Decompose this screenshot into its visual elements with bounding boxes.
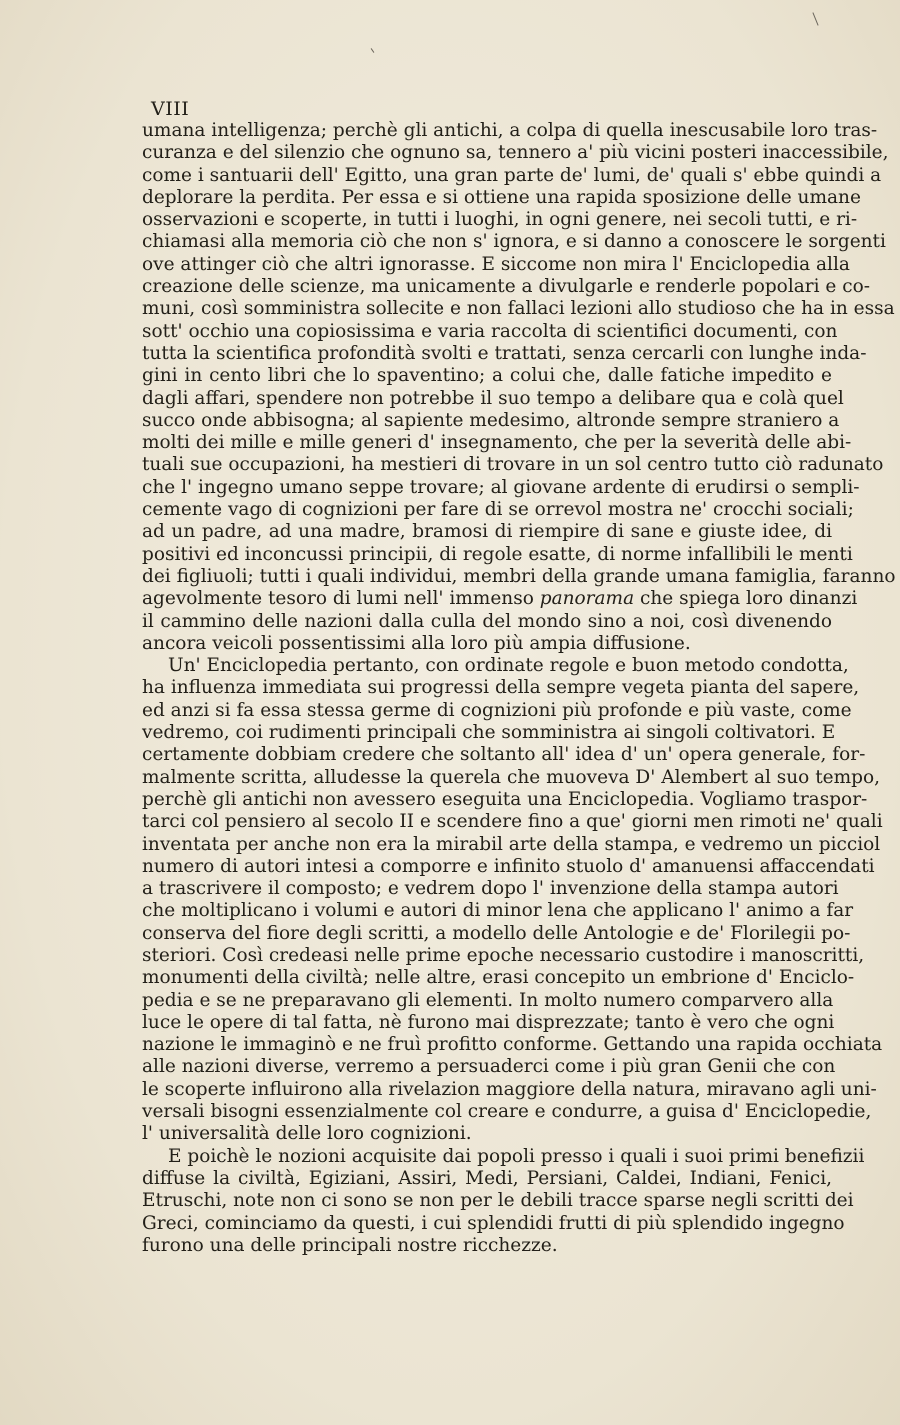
text-line: osservazioni e scoperte, in tutti i luoghi, in ogni genere, nei secoli tutti, e ri-: [142, 209, 858, 231]
text-line: muni, così somministra sollecite e non fallaci lezioni allo studioso che ha in essa: [142, 298, 895, 320]
text-line: versali bisogni essenzialmente col creare e condurre, a guisa d' Enciclopedie,: [142, 1101, 872, 1123]
text-line: dei figliuoli; tutti i quali individui, membri della grande umana famiglia, faranno: [142, 565, 896, 587]
text-line: dagli affari, spendere non potrebbe il suo tempo a delibare qua e colà quel: [142, 387, 844, 409]
text-line: numero di autori intesi a comporre e infinito stuolo d' amanuensi affaccendati: [142, 855, 875, 877]
text-line: tutta la scientifica profondità svolti e trattati, senza cercarli con lunghe inda-: [142, 342, 867, 364]
text-line: steriori. Così credeasi nelle prime epoche necessario custodire i manoscritti,: [142, 944, 865, 966]
paragraph: [142, 120, 896, 655]
italic-word: panorama: [539, 588, 635, 610]
text-line: tuali sue occupazioni, ha mestieri di trovare in un sol centro tutto ciò radunato: [142, 454, 884, 476]
page-number: VIII: [151, 98, 190, 120]
text-line: sott' occhio una copiosissima e varia raccolta di scientifici documenti, con: [142, 320, 838, 342]
text-line: ha influenza immediata sui progressi della sempre vegeta pianta del sapere,: [142, 677, 860, 699]
text-line: inventata per anche non era la mirabil arte della stampa, e vedremo un picciol: [142, 833, 881, 855]
text-line: ed anzi si fa essa stessa germe di cognizioni più profonde e più vaste, come: [142, 699, 852, 721]
text-line: umana intelligenza; perchè gli antichi, a colpa di quella inescusabile loro tras-: [142, 120, 878, 141]
text-line: alle nazioni diverse, verremo a persuaderci come i più gran Genii che con: [142, 1056, 836, 1078]
text-line: Greci, cominciamo da questi, i cui splendidi frutti di più splendido ingegno: [142, 1212, 845, 1234]
text-line: come i santuarii dell' Egitto, una gran parte de' lumi, de' quali s' ebbe quindi a: [142, 164, 882, 186]
text-line: molti dei mille e mille generi d' insegnamento, che per la severità delle abi-: [142, 432, 852, 454]
text-line: che l' ingegno umano seppe trovare; al giovane ardente di erudirsi o sempli-: [142, 476, 860, 498]
text-line: ad un padre, ad una madre, bramosi di riempire di sane e giuste idee, di: [142, 521, 832, 543]
body-text: [142, 120, 896, 1257]
text-line: le scoperte influirono alla rivelazion maggiore della natura, miravano agli uni-: [142, 1078, 877, 1100]
text-line: nazione le immaginò e ne fruì profitto conforme. Gettando una rapida occhiata: [142, 1034, 883, 1056]
text-line: curanza e del silenzio che ognuno sa, tennero a' più vicini posteri inaccessibile,: [142, 142, 889, 164]
text-line: tarci col pensiero al secolo II e scendere fino a que' giorni men rimoti ne' quali: [142, 811, 883, 833]
stray-mark-top-center: [371, 48, 375, 53]
text-line: luce le opere di tal fatta, nè furono mai disprezzate; tanto è vero che ogni: [142, 1011, 835, 1033]
text-line: il cammino delle nazioni dalla culla del mondo sino a noi, così divenendo: [142, 610, 832, 632]
text-line: vedremo, coi rudimenti principali che somministra ai singoli coltivatori. E: [142, 722, 836, 744]
text-line: agevolmente tesoro di lumi nell' immenso panorama che spiega loro dinanzi: [142, 588, 858, 610]
text-line: succo onde abbisogna; al sapiente medesimo, altronde sempre straniero a: [142, 409, 840, 431]
paragraph: [142, 1145, 865, 1257]
text-line: l' universalità delle loro cognizioni.: [142, 1123, 472, 1145]
text-line: positivi ed inconcussi principii, di regole esatte, di norme infallibili le menti: [142, 543, 853, 565]
text-line: perchè gli antichi non avessero eseguita una Enciclopedia. Vogliamo traspor-: [142, 788, 868, 810]
text-line: furono una delle principali nostre ricchezze.: [142, 1234, 558, 1256]
text-line: chiamasi alla memoria ciò che non s' ignora, e si danno a conoscere le sorgenti: [142, 231, 886, 253]
text-line: ancora veicoli possentissimi alla loro più ampia diffusione.: [142, 632, 691, 654]
text-line: creazione delle scienze, ma unicamente a divulgarle e renderle popolari e co-: [142, 276, 870, 298]
text-line: pedia e se ne preparavano gli elementi. In molto numero comparvero alla: [142, 989, 834, 1011]
text-line: certamente dobbiam credere che soltanto all' idea d' un' opera generale, for-: [142, 744, 866, 766]
text-line: monumenti della civiltà; nelle altre, erasi concepito un embrione d' Enciclo-: [142, 967, 855, 989]
text-line: diffuse la civiltà, Egiziani, Assiri, Medi, Persiani, Caldei, Indiani, Fenici,: [142, 1167, 832, 1189]
text-line: Etruschi, note non ci sono se non per le debili tracce sparse negli scritti dei: [142, 1190, 854, 1212]
stray-mark-top-right: [812, 12, 818, 25]
text-line: deplorare la perdita. Per essa e si ottiene una rapida sposizione delle umane: [142, 186, 861, 208]
text-line: gini in cento libri che lo spaventino; a colui che, dalle fatiche impedito e: [142, 365, 832, 387]
text-line: a trascrivere il composto; e vedrem dopo l' invenzione della stampa autori: [142, 878, 839, 900]
text-line: Un' Enciclopedia pertanto, con ordinate regole e buon metodo condotta,: [168, 655, 849, 677]
text-line: conserva del fiore degli scritti, a modello delle Antologie e de' Florilegii po-: [142, 922, 851, 944]
text-line: che moltiplicano i volumi e autori di minor lena che applicano l' animo a far: [142, 900, 854, 922]
text-line: ove attinger ciò che altri ignorasse. E siccome non mira l' Enciclopedia alla: [142, 253, 850, 275]
paragraph: [142, 655, 883, 1146]
text-line: cemente vago di cognizioni per fare di se orrevol mostra ne' crocchi sociali;: [142, 499, 854, 521]
text-line: E poichè le nozioni acquisite dai popoli presso i quali i suoi primi benefizii: [168, 1145, 865, 1167]
text-line: malmente scritta, alludesse la querela che muoveva D' Alembert al suo tempo,: [142, 766, 880, 788]
